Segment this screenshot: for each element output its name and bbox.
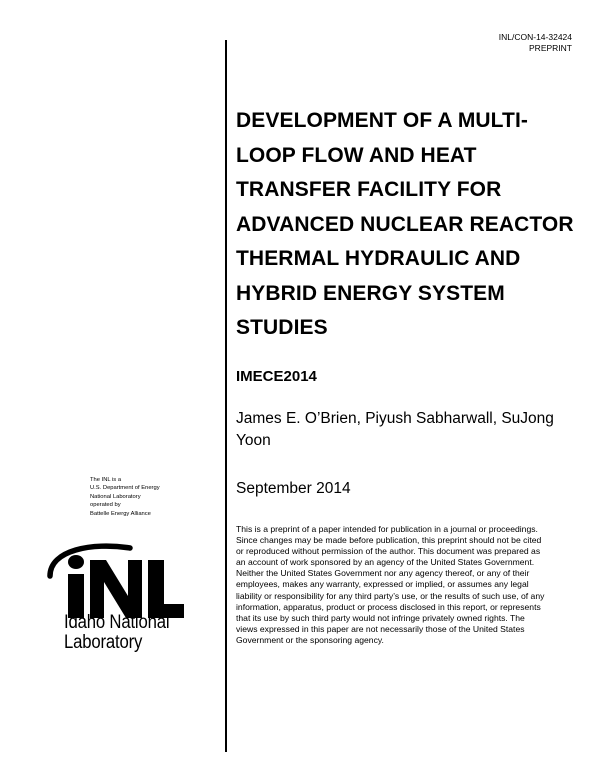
logo-name-line-1: Idaho National — [64, 612, 170, 633]
vertical-divider — [225, 40, 227, 752]
author-list: James E. O’Brien, Piyush Sabharwall, SuJong Yoon — [236, 410, 554, 449]
inl-note-line: U.S. Department of Energy — [90, 485, 160, 492]
inl-logo-mark-icon — [44, 538, 194, 620]
conference-name: IMECE2014 — [236, 368, 317, 385]
inl-note-line: National Laboratory — [90, 493, 141, 500]
report-number: INL/CON-14-32424 — [498, 32, 572, 42]
report-identifier — [499, 32, 572, 54]
publication-date: September 2014 — [236, 480, 351, 497]
logo-name-line-2: Laboratory — [64, 632, 143, 653]
inl-note-line: Battelle Energy Alliance — [90, 510, 151, 517]
preprint-label: PREPRINT — [529, 43, 572, 53]
document-title: DEVELOPMENT OF A MULTI-LOOP FLOW AND HEAT TRANSFER FACILITY FOR ADVANCED NUCLEAR REACTOR THERMAL HYDRAULIC AND HYBRID ENERGY SYSTEM STUDIES — [236, 109, 574, 339]
inl-operator-note — [90, 476, 200, 518]
inl-note-line: The INL is a — [90, 477, 122, 483]
disclaimer-text: This is a preprint of a paper intended for publication in a journal or proceedings. Since changes may be made before publication, this preprint should not be cited or reproduced without permission of the author. This document was prepared as an account of work sponsored by an agency of the United States Government. Neither the United States Government nor any agency thereof, or any of their employees, makes any warranty, expressed or implied, or assumes any legal liability or responsibility for any third party’s use, or the results of such use, of any information, apparatus, product or process disclosed in this report, or represents that its use by such third party would not infringe privately owned rights. The views expressed in this paper are not necessarily those of the United States Government or the sponsoring agency. — [236, 524, 545, 645]
inl-note-line: operated by — [90, 502, 121, 509]
